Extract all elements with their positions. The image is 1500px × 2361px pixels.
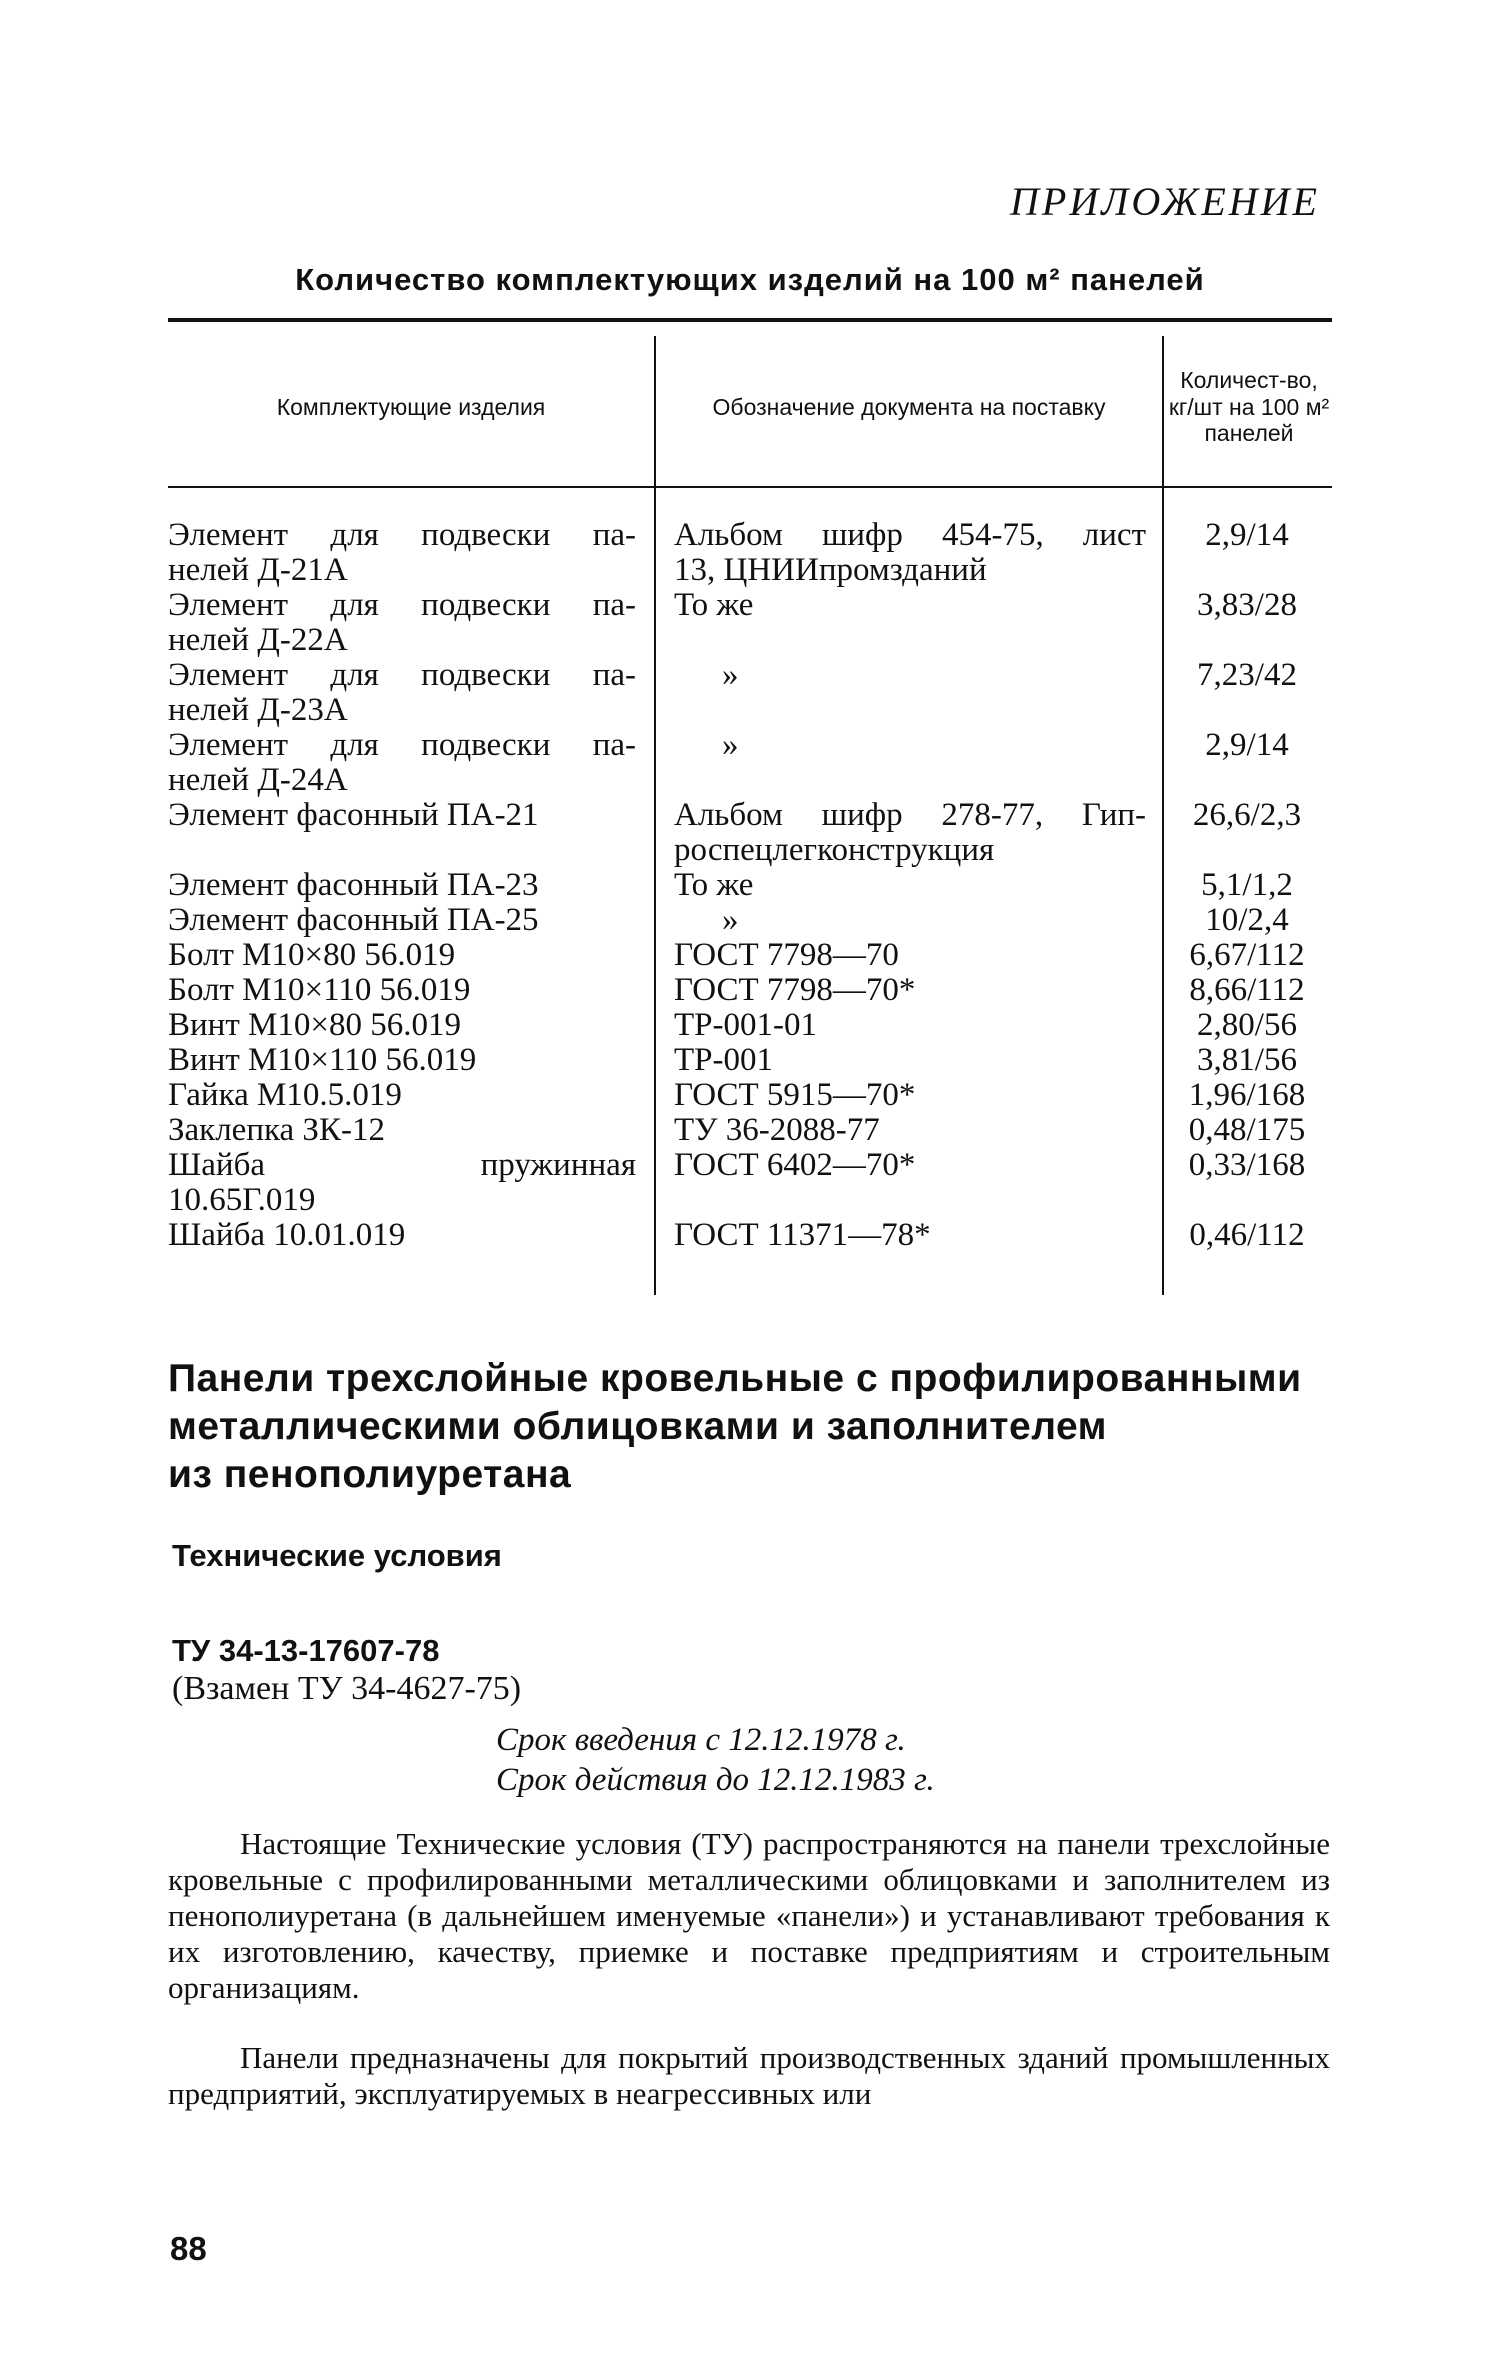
document-code: ТУ 34-13-17607-78 [172,1633,440,1668]
cell-item [168,868,654,903]
cell-item [168,1008,654,1043]
cell-doc-line: То же [674,867,754,903]
cell-doc [654,1043,1162,1078]
table-row [168,728,1332,798]
title-line: Панели трехслойные кровельные с профилированными [168,1357,1302,1400]
cell-doc-line: ГОСТ 7798—70 [674,937,899,973]
cell-item-line: Элемент фасонный ПА-25 [168,902,539,938]
cell-qty: 26,6/2,3 [1192,797,1302,833]
cell-item-line: Шайба пружинная [168,1147,636,1183]
cell-doc [654,903,1162,938]
table-row [168,973,1332,1008]
cell-item-line: 10.65Г.019 [168,1182,316,1218]
date-end: Срок действия до 12.12.1983 г. [496,1762,935,1798]
table-row [168,1218,1332,1253]
cell-item-line: Элемент для подвески па- [168,587,636,623]
appendix-label: ПРИЛОЖЕНИЕ [1010,179,1320,224]
cell-item [168,1078,654,1113]
cell-item-line: Элемент для подвески па- [168,517,636,553]
date-start: Срок введения с 12.12.1978 г. [496,1722,906,1758]
cell-item-line: Элемент фасонный ПА-21 [168,797,539,833]
cell-doc [654,938,1162,973]
table-body [168,518,1332,1253]
cell-item [168,973,654,1008]
cell-item-line: Болт М10×110 56.019 [168,972,471,1008]
cell-qty: 1,96/168 [1188,1077,1306,1113]
page-number: 88 [170,2230,207,2267]
cell-doc [654,658,1162,728]
cell-item [168,1148,654,1218]
table-row [168,938,1332,973]
table-row [168,658,1332,728]
table-caption: Количество комплектующих изделий на 100 м² панелей [295,262,1205,297]
cell-item [168,903,654,938]
cell-item-line: нелей Д-23А [168,692,348,728]
cell-qty: 0,48/175 [1188,1112,1306,1148]
cell-doc-line: ТР-001 [674,1042,773,1078]
cell-item [168,658,654,728]
cell-doc [654,1218,1162,1253]
section-title [168,1355,1348,1499]
cell-item [168,938,654,973]
cell-doc-line: » [722,727,739,763]
table-row [168,1113,1332,1148]
cell-doc [654,868,1162,903]
cell-item-line: нелей Д-21А [168,552,348,588]
cell-item-line: Элемент для подвески па- [168,727,636,763]
title-line: из пенополиуретана [168,1453,572,1496]
cell-item-line: Винт М10×110 56.019 [168,1042,477,1078]
validity-dates [496,1720,935,1800]
replaces-note: (Взамен ТУ 34-4627-75) [172,1670,522,1707]
table-row [168,798,1332,868]
table-row [168,1043,1332,1078]
cell-doc-line: ГОСТ 6402—70* [674,1147,916,1183]
paragraph: Настоящие Технические условия (ТУ) распространяются на панели трехслойные кровельные с профилированными металлическими облицовками и заполнителем из пенополиуретана (в дальнейшем именуемые «панели») и устанавливают требования к их изготовлению, качеству, приемке и поставке предприятиям и строительным организациям. [168,1826,1330,2005]
cell-doc-line: ГОСТ 7798—70* [674,972,916,1008]
cell-item-line: Заклепка ЗК-12 [168,1112,385,1148]
cell-qty: 6,67/112 [1189,937,1305,973]
cell-doc [654,798,1162,868]
cell-doc-line: роспецлегконструкция [674,832,995,868]
cell-doc-line: 13, ЦНИИпромзданий [674,552,987,588]
header-doc: Обозначение документа на поставку [712,393,1106,420]
cell-item-line: Элемент фасонный ПА-23 [168,867,539,903]
cell-qty: 2,9/14 [1205,517,1289,553]
cell-doc [654,1113,1162,1148]
cell-qty: 0,33/168 [1188,1147,1306,1183]
cell-item [168,1043,654,1078]
table-row [168,903,1332,938]
cell-doc [654,1078,1162,1113]
cell-item [168,1113,654,1148]
cell-doc-line: ТР-001-01 [674,1007,817,1043]
table-header-rule [168,486,1332,488]
table-row [168,1078,1332,1113]
table-top-rule [168,318,1332,322]
cell-qty: 2,80/56 [1197,1007,1297,1043]
cell-doc [654,588,1162,658]
cell-qty: 0,46/112 [1189,1217,1305,1253]
cell-doc-line: Альбом шифр 278-77, Гип- [674,797,1146,833]
cell-item-line: нелей Д-22А [168,622,348,658]
cell-qty: 3,83/28 [1197,587,1297,623]
cell-qty: 8,66/112 [1189,972,1305,1008]
cell-item-line: Шайба 10.01.019 [168,1217,406,1253]
cell-item [168,798,654,868]
cell-doc-line: ГОСТ 5915—70* [674,1077,916,1113]
cell-item-line: Гайка М10.5.019 [168,1077,402,1113]
section-subtitle: Технические условия [172,1538,502,1573]
cell-doc [654,518,1162,588]
cell-doc-line: » [722,902,739,938]
cell-item [168,518,654,588]
cell-doc-line: ГОСТ 11371—78* [674,1217,931,1253]
components-table [168,318,1332,1295]
cell-qty: 10/2,4 [1205,902,1289,938]
cell-item [168,728,654,798]
cell-qty: 2,9/14 [1205,727,1289,763]
header-qty: Количест-во, кг/шт на 100 м² панелей [1168,367,1330,447]
paragraph: Панели предназначены для покрытий производственных зданий промышленных предприятий, эксплуатируемых в неагрессивных или [168,2040,1330,2111]
cell-item-line: Винт М10×80 56.019 [168,1007,461,1043]
cell-item-line: Элемент для подвески па- [168,657,636,693]
cell-qty: 5,1/1,2 [1201,867,1293,903]
cell-doc-line: » [722,657,739,693]
cell-item [168,1218,654,1253]
cell-doc [654,1148,1162,1218]
table-row [168,1148,1332,1218]
table-row [168,518,1332,588]
cell-doc-line: Альбом шифр 454-75, лист [674,517,1146,553]
cell-doc-line: ТУ 36-2088-77 [674,1112,880,1148]
cell-item-line: нелей Д-24А [168,762,348,798]
cell-item-line: Болт М10×80 56.019 [168,937,456,973]
cell-qty: 3,81/56 [1197,1042,1297,1078]
table-row [168,588,1332,658]
title-line: металлическими облицовками и заполнителем [168,1405,1107,1448]
table-row [168,1008,1332,1043]
cell-qty: 7,23/42 [1197,657,1297,693]
cell-item [168,588,654,658]
table-row [168,868,1332,903]
header-item: Комплектующие изделия [276,393,546,420]
cell-doc [654,973,1162,1008]
cell-doc-line: То же [674,587,754,623]
cell-doc [654,1008,1162,1043]
cell-doc [654,728,1162,798]
